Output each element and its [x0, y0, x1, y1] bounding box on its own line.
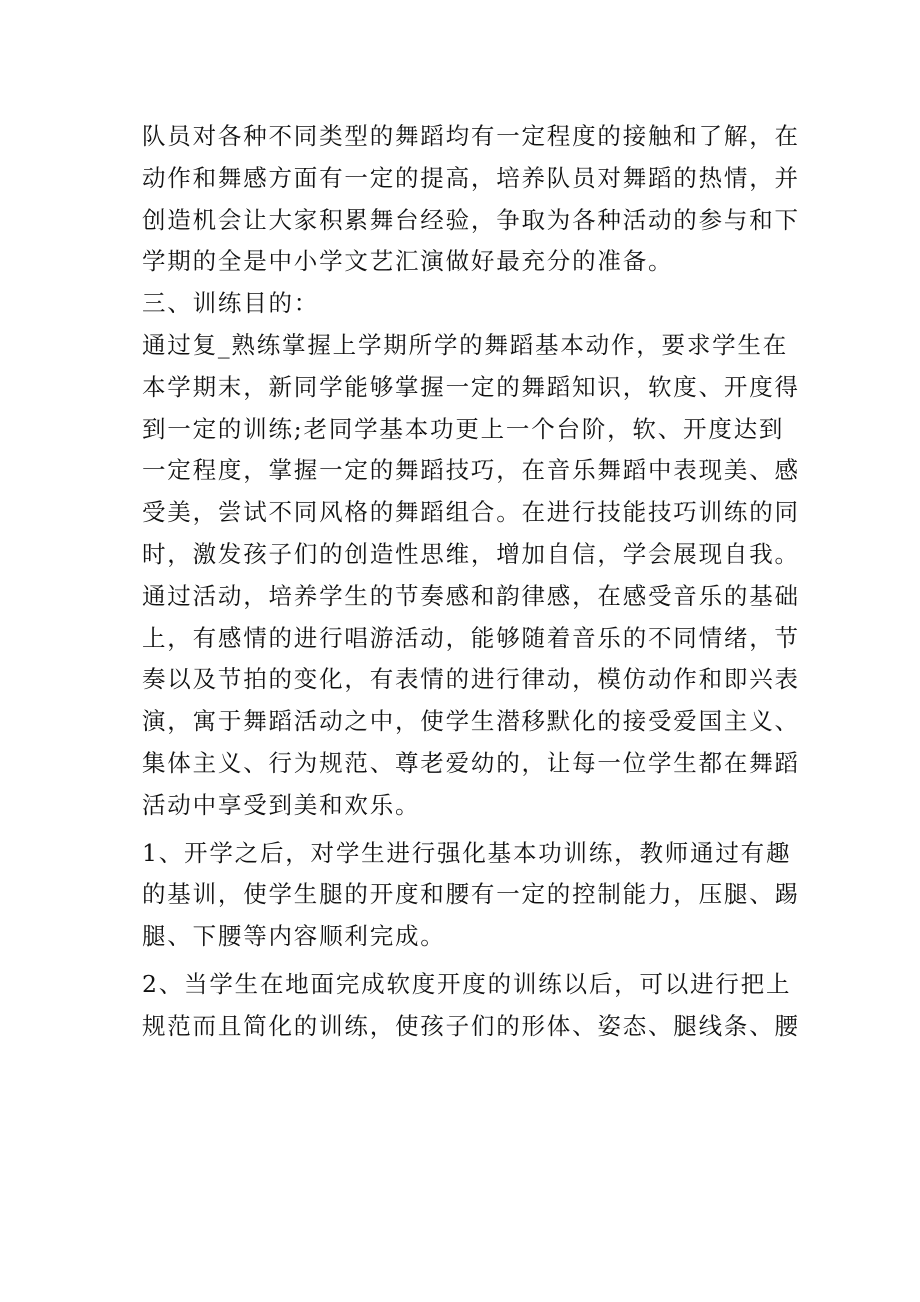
text-line: 演，寓于舞蹈活动之中，使学生潜移默化的接受爱国主义、: [142, 707, 800, 736]
text-line: 学期的全是中小学文艺汇演做好最充分的准备。: [142, 247, 674, 276]
numbered-paragraph-line: 2、当学生在地面完成软度开度的训练以后，可以进行把上: [142, 969, 792, 998]
text-line: 活动中享受到美和欢乐。: [142, 790, 421, 819]
text-line: 上，有感情的进行唱游活动，能够随着音乐的不同情绪，节: [142, 623, 800, 652]
text-line: 通过活动，培养学生的节奏感和韵律感，在感受音乐的基础: [142, 581, 800, 610]
numbered-paragraph-line: 腿、下腰等内容顺利完成。: [142, 922, 446, 951]
text-line: 通过复_熟练掌握上学期所学的舞蹈基本动作，要求学生在: [142, 330, 789, 359]
text-line: 创造机会让大家积累舞台经验，争取为各种活动的参与和下: [142, 205, 800, 234]
section-heading: 三、训练目的：: [142, 289, 320, 318]
text-line: 队员对各种不同类型的舞蹈均有一定程度的接触和了解，在: [142, 122, 800, 150]
text-line: 时，激发孩子们的创造性思维，增加自信，学会展现自我。: [142, 539, 800, 568]
document-body: [142, 116, 802, 1048]
text-line: 到一定的训练;老同学基本功更上一个台阶，软、开度达到: [142, 414, 785, 443]
text-line: 一定程度，掌握一定的舞蹈技巧，在音乐舞蹈中表现美、感: [142, 456, 800, 485]
text-line: 动作和舞感方面有一定的提高，培养队员对舞蹈的热情，并: [142, 163, 800, 192]
numbered-paragraph-line: 的基训，使学生腿的开度和腰有一定的控制能力，压腿、踢: [142, 880, 800, 909]
text-line: 本学期末，新同学能够掌握一定的舞蹈知识，软度、开度得: [142, 372, 800, 401]
text-line: 集体主义、行为规范、尊老爱幼的，让每一位学生都在舞蹈: [142, 748, 800, 777]
text-line: 受美，尝试不同风格的舞蹈组合。在进行技能技巧训练的同: [142, 498, 800, 527]
numbered-paragraph-line: 1、开学之后，对学生进行强化基本功训练，教师通过有趣: [142, 838, 792, 867]
text-line: 奏以及节拍的变化，有表情的进行律动，模仿动作和即兴表: [142, 665, 800, 694]
numbered-paragraph-line: 规范而且简化的训练，使孩子们的形体、姿态、腿线条、腰: [142, 1011, 800, 1040]
